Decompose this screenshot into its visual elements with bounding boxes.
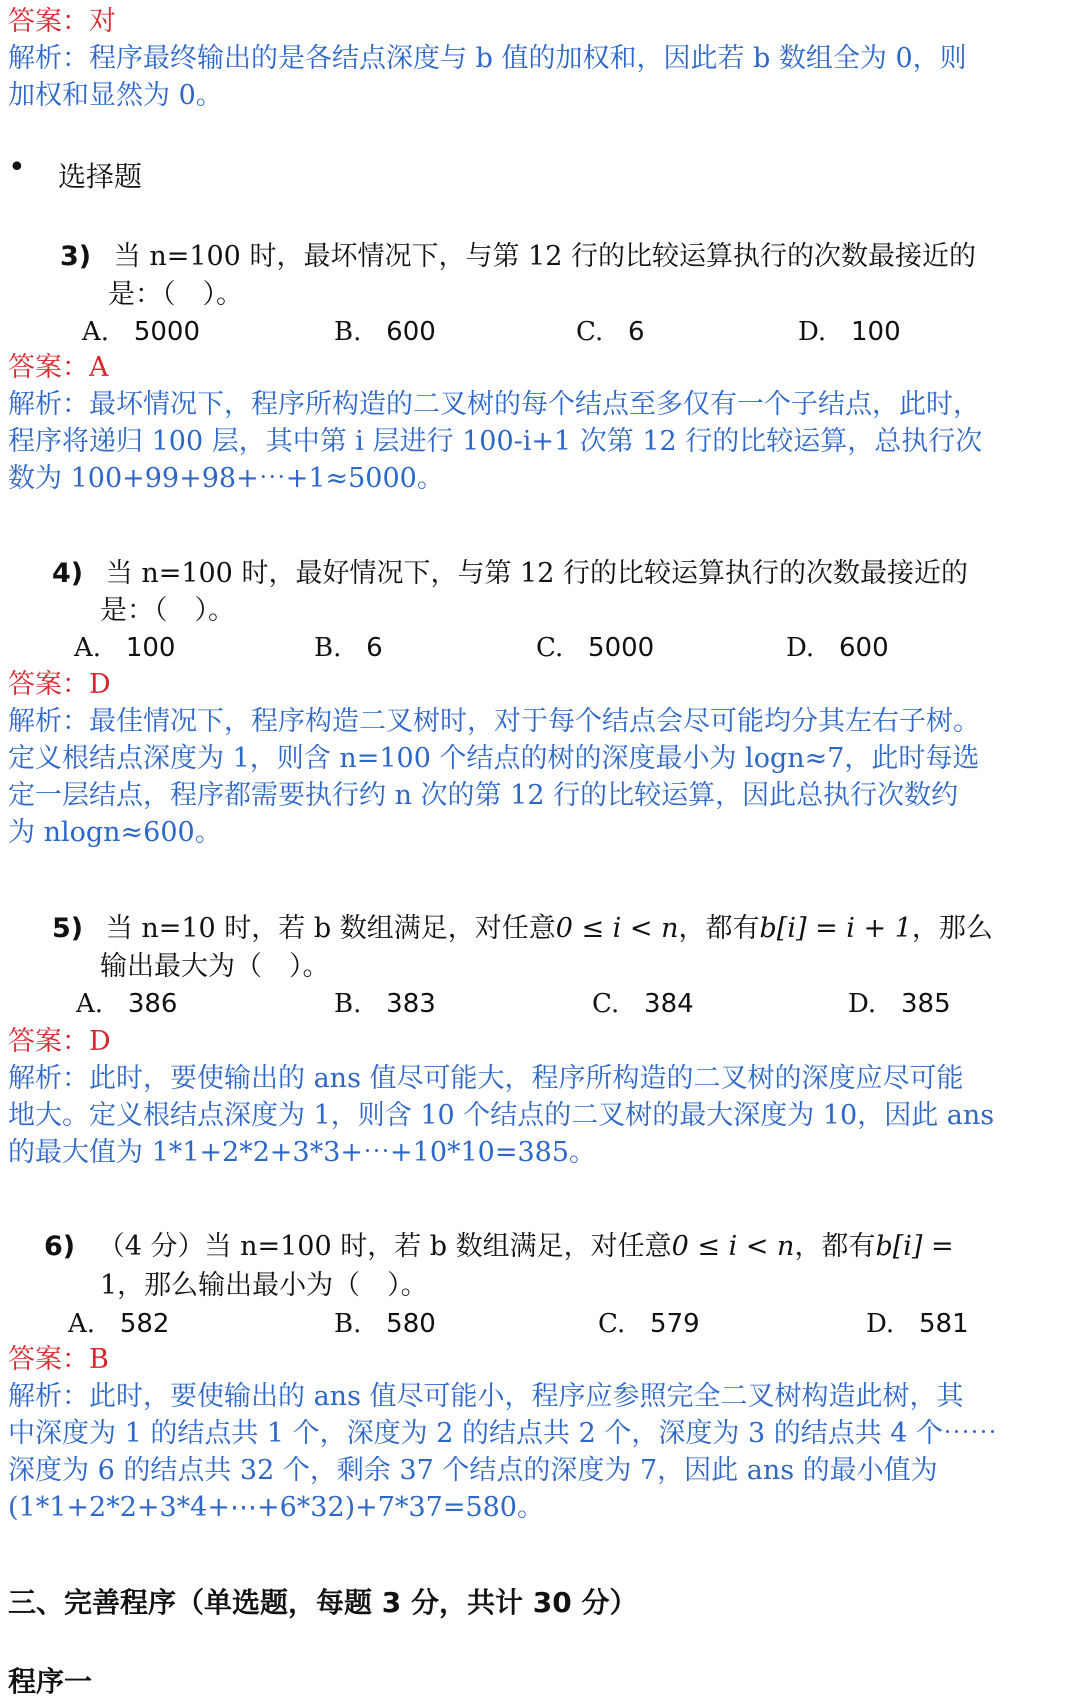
- question-text-a: 当 n=10 时，若 b 数组满足，对任意: [105, 913, 556, 944]
- explanation-q4-line-3: 定一层结点，程序都需要执行约 n 次的第 12 行的比较运算，因此总执行次数约: [8, 780, 959, 811]
- question-text-b: ，都有: [678, 913, 760, 944]
- explanation-top-line-1: 解析：程序最终输出的是各结点深度与 b 值的加权和，因此若 b 数组全为 0，则: [8, 43, 967, 74]
- option-c: C. 5000: [536, 633, 655, 663]
- option-a: A. 5000: [82, 317, 201, 347]
- section-title-choice: 选择题: [58, 160, 143, 193]
- question-number: 6): [44, 1231, 76, 1262]
- option-c: C. 384: [592, 989, 694, 1019]
- question-text-a: （4 分）当 n=100 时，若 b 数组满足，对任意: [97, 1231, 672, 1262]
- explanation-q6-line-2: 中深度为 1 的结点共 1 个，深度为 2 的结点共 2 个，深度为 3 的结点共 4 个⋯⋯: [8, 1418, 998, 1449]
- question-number: 3): [60, 241, 92, 272]
- question-6: [44, 1228, 954, 1266]
- option-a: A. 100: [74, 633, 176, 663]
- math-equation: b[i] =: [875, 1231, 954, 1262]
- answer-q3: 答案：A: [8, 352, 109, 383]
- answer-q5: 答案：D: [8, 1026, 111, 1057]
- question-number: 5): [52, 913, 84, 944]
- math-inequality: 0 ≤ i < n: [555, 913, 679, 944]
- math-equation: b[i] = i + 1: [759, 913, 912, 944]
- answer-q4: 答案：D: [8, 669, 111, 700]
- explanation-q5-line-3: 的最大值为 1*1+2*2+3*3+⋯+10*10=385。: [8, 1137, 597, 1168]
- answer-q6: 答案：B: [8, 1344, 109, 1375]
- option-d: D. 581: [866, 1309, 969, 1339]
- question-5: [52, 910, 993, 948]
- option-d: D. 600: [786, 633, 889, 663]
- question-3: [60, 238, 976, 276]
- question-4-line-2: 是：（ ）。: [100, 595, 235, 626]
- explanation-q3-line-1: 解析：最坏情况下，程序所构造的二叉树的每个结点至多仅有一个子结点，此时，: [8, 389, 980, 420]
- explanation-q4-line-1: 解析：最佳情况下，程序构造二叉树时，对于每个结点会尽可能均分其左右子树。: [8, 706, 980, 737]
- option-a: A. 386: [76, 989, 178, 1019]
- option-d: D. 385: [848, 989, 951, 1019]
- question-text-line-1: 当 n=100 时，最好情况下，与第 12 行的比较运算执行的次数最接近的: [105, 558, 968, 589]
- question-6-line-2: 1，那么输出最小为（ ）。: [100, 1270, 428, 1301]
- question-4: [52, 555, 968, 593]
- option-b: B. 600: [334, 317, 436, 347]
- question-text-line-1: 当 n=100 时，最坏情况下，与第 12 行的比较运算执行的次数最接近的: [113, 241, 976, 272]
- option-c: C. 579: [598, 1309, 700, 1339]
- option-d: D. 100: [798, 317, 901, 347]
- option-b: B. 383: [334, 989, 436, 1019]
- answer-top: 答案：对: [8, 6, 116, 37]
- explanation-q4-line-4: 为 nlogn≈600。: [8, 817, 222, 848]
- question-3-line-2: 是：（ ）。: [108, 279, 243, 310]
- question-number: 4): [52, 558, 84, 589]
- option-a: A. 582: [68, 1309, 170, 1339]
- explanation-q5-line-1: 解析：此时，要使输出的 ans 值尽可能大，程序所构造的二叉树的深度应尽可能: [8, 1063, 964, 1094]
- question-5-line-2: 输出最大为（ ）。: [100, 951, 330, 982]
- math-inequality: 0 ≤ i < n: [671, 1231, 795, 1262]
- section-title-complete-program: 三、完善程序（单选题，每题 3 分，共计 30 分）: [8, 1586, 638, 1619]
- explanation-q6-line-1: 解析：此时，要使输出的 ans 值尽可能小，程序应参照完全二叉树构造此树，其: [8, 1381, 964, 1412]
- explanation-top-line-2: 加权和显然为 0。: [8, 80, 223, 111]
- explanation-q3-line-2: 程序将递归 100 层，其中第 i 层进行 100-i+1 次第 12 行的比较运算，总执行次: [8, 426, 983, 457]
- question-text-b: ，都有: [794, 1231, 876, 1262]
- explanation-q4-line-2: 定义根结点深度为 1，则含 n=100 个结点的树的深度最小为 logn≈7，此时每选: [8, 743, 980, 774]
- option-c: C. 6: [576, 317, 645, 347]
- explanation-q6-line-4: (1*1+2*2+3*4+⋯+6*32)+7*37=580。: [8, 1492, 544, 1523]
- question-text-c: ，那么: [911, 913, 993, 944]
- option-b: B. 580: [334, 1309, 436, 1339]
- explanation-q3-line-3: 数为 100+99+98+⋯+1≈5000。: [8, 463, 444, 494]
- bullet-icon: •: [8, 150, 26, 185]
- option-b: B. 6: [314, 633, 383, 663]
- explanation-q5-line-2: 地大。定义根结点深度为 1，则含 10 个结点的二叉树的最大深度为 10，因此 ans: [8, 1100, 995, 1131]
- explanation-q6-line-3: 深度为 6 的结点共 32 个，剩余 37 个结点的深度为 7，因此 ans 的最小值为: [8, 1455, 938, 1486]
- program-one-title: 程序一: [8, 1665, 93, 1698]
